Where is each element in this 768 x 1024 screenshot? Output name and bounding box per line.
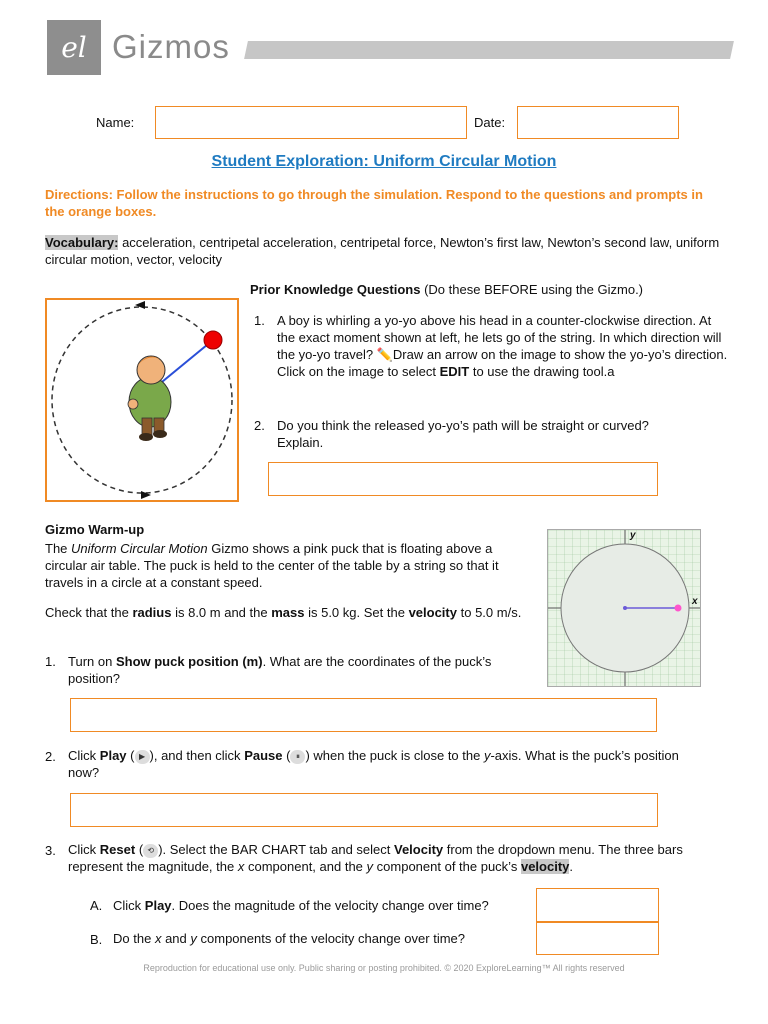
name-label: Name:	[96, 115, 135, 130]
page-title: Student Exploration: Uniform Circular Motion	[211, 153, 557, 170]
pk-q1-number: 1.	[254, 313, 265, 328]
wu-qA-text: Click Play. Does the magnitude of the velocity change over time?	[113, 898, 489, 913]
wu-q1-answer-box[interactable]	[70, 698, 657, 732]
pk-q2-answer-box[interactable]	[268, 462, 658, 496]
reset-icon: ⟲	[143, 844, 158, 858]
prior-knowledge-heading: Prior Knowledge Questions (Do these BEFORE using the Gizmo.)	[250, 282, 644, 297]
wu-qB-answer-box[interactable]	[536, 922, 659, 955]
brand-name: Gizmos	[112, 28, 230, 65]
graph-grid	[548, 530, 700, 686]
graph-x-label: x	[692, 596, 698, 607]
wu-q2-text: Click Play ( ▶ ), and then click Pause ( ⏸ ) when the puck is close to the y-axis. What is the puck’s position now?	[68, 748, 679, 780]
yoyo-image[interactable]	[45, 298, 239, 502]
warmup-paragraph-1: The Uniform Circular Motion Gizmo shows a pink puck that is floating above a circular air table. The puck is held to the center of the table by a string so that it travels in a circle at a constant speed.	[45, 541, 499, 590]
graph-y-label: y	[630, 530, 636, 541]
wu-qA-letter: A.	[90, 898, 103, 913]
yoyo-drawing	[47, 300, 237, 500]
vocabulary-label: Vocabulary:	[45, 235, 119, 250]
play-icon: ▶	[135, 750, 150, 764]
pk-q2-text: Do you think the released yo-yo’s path will be straight or curved? Explain.	[277, 418, 649, 450]
wu-q1-text: Turn on Show puck position (m). What are the coordinates of the puck’s position?	[68, 654, 492, 686]
wu-qA-answer-box[interactable]	[536, 888, 659, 922]
wu-q1-number: 1.	[45, 654, 56, 669]
name-field[interactable]	[155, 106, 467, 139]
wu-q3-text: Click Reset ( ⟲ ). Select the BAR CHART tab and select Velocity from the dropdown menu. The three bars represent the magnitude, the x component, and the y component of the puck’s velocity.	[68, 842, 683, 874]
vocabulary	[45, 234, 725, 268]
gizmo-graph-image	[547, 529, 701, 687]
wu-qB-text: Do the x and y components of the velocity change over time?	[113, 931, 465, 946]
logo-badge	[47, 20, 101, 75]
pause-icon: ⏸	[290, 750, 305, 764]
wu-q2-answer-box[interactable]	[70, 793, 658, 827]
footer: Reproduction for educational use only. Public sharing or posting prohibited. © 2020 ExploreLearning™ All rights reserved	[143, 963, 625, 973]
pk-q1-text: A boy is whirling a yo-yo above his head in a counter-clockwise direction. At the exact moment shown at left, he lets go of the string. In which direction will the yo-yo travel? ✏️Draw an arrow on the image to show the yo-yo’s direction. Click on the image to select EDIT to use the drawing tool.a	[277, 313, 728, 379]
date-field[interactable]	[517, 106, 679, 139]
wu-qB-letter: B.	[90, 932, 103, 947]
pk-q2-number: 2.	[254, 418, 265, 433]
warmup-heading: Gizmo Warm-up	[45, 522, 145, 537]
header-bar	[244, 41, 734, 59]
wu-q3-number: 3.	[45, 843, 56, 858]
directions: Directions: Follow the instructions to go through the simulation. Respond to the questions and prompts in the orange boxes.	[45, 187, 703, 219]
warmup-paragraph-2: Check that the radius is 8.0 m and the mass is 5.0 kg. Set the velocity to 5.0 m/s.	[45, 605, 522, 620]
date-label: Date:	[474, 115, 506, 130]
pencil-icon: ✏️	[376, 347, 393, 362]
logo-text: el	[61, 31, 87, 64]
wu-q2-number: 2.	[45, 749, 56, 764]
vocabulary-terms: acceleration, centripetal acceleration, centripetal force, Newton’s first law, Newton’s second law, uniform circular motion, vector, velocity	[45, 235, 720, 267]
